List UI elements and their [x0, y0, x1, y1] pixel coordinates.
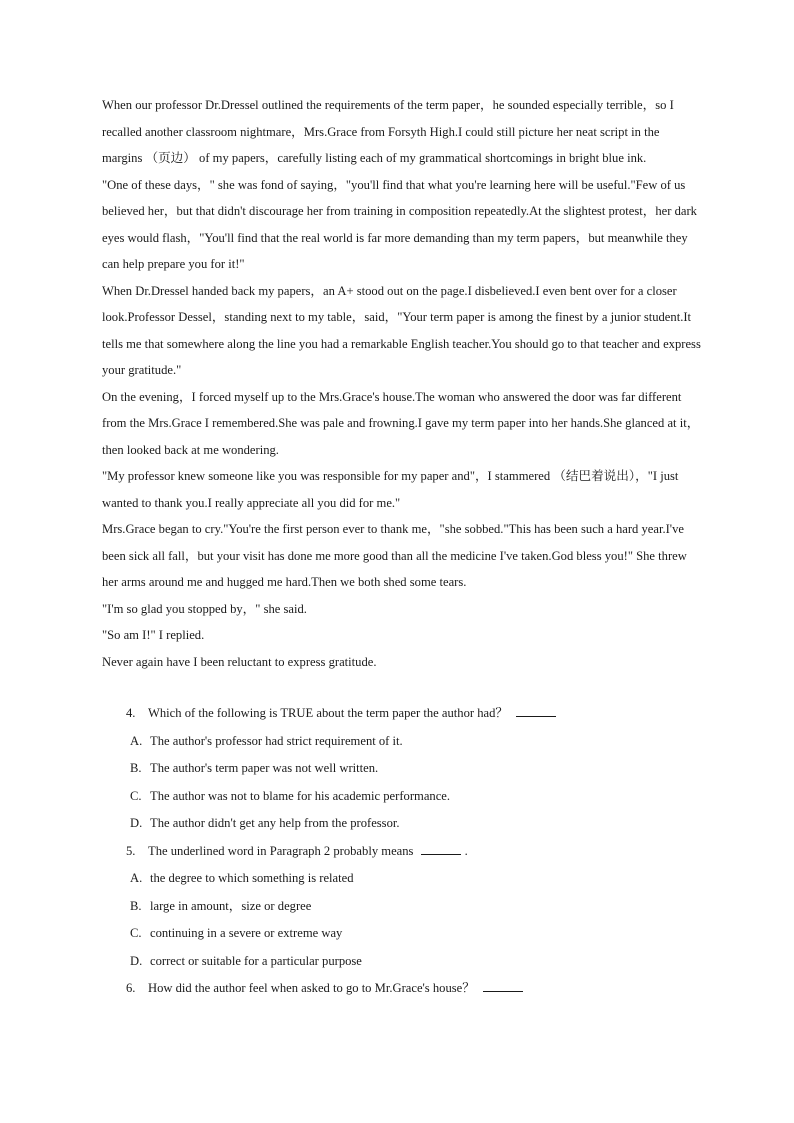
paragraph: "One of these days，" she was fond of saying，"you'll find that what you're learning here will be useful."Few of us believed her，but that didn't discourage her from training in composition repeatedly.At the slightest protest，her dark eyes would flash，"You'll find that the real world is far more demanding than my term papers，but meanwhile they can help prepare you for it!" [102, 177, 697, 271]
option-letter: A. [130, 871, 143, 885]
option-letter: A. [130, 733, 143, 748]
option-a[interactable] [102, 865, 702, 893]
question-list [102, 700, 702, 1003]
question-6 [102, 975, 702, 1003]
option-letter: C. [130, 788, 142, 803]
question-4 [102, 700, 702, 838]
question-tail: . [464, 843, 468, 858]
option-c[interactable] [102, 783, 702, 811]
question-number: 5. [126, 843, 136, 858]
paragraph: "My professor knew someone like you was responsible for my paper and"，I stammered （结巴着说出），"I just wanted to thank you.I really appreciate all you did for me." [102, 469, 679, 510]
answer-blank[interactable] [421, 842, 461, 855]
question-stem [102, 838, 702, 866]
question-stem [102, 975, 702, 1003]
paragraph: When our professor Dr.Dressel outlined the requirements of the term paper，he sounded especially terrible，so I recalled another classroom nightmare，Mrs.Grace from Forsyth High.I could still picture her neat script in the margins （页边） of my papers，carefully listing each of my grammatical shortcomings in bright blue ink. [102, 98, 674, 165]
answer-blank[interactable] [516, 704, 556, 717]
option-letter: D. [130, 816, 143, 830]
option-text: The author was not to blame for his academic performance. [150, 788, 451, 803]
question-stem [102, 700, 702, 728]
question-number: 4. [126, 706, 136, 720]
paragraph: Never again have I been reluctant to express gratitude. [102, 654, 377, 669]
question-number: 6. [126, 981, 136, 995]
option-text: continuing in a severe or extreme way [150, 926, 343, 940]
option-letter: D. [130, 953, 143, 968]
option-d[interactable] [102, 948, 702, 976]
option-text: correct or suitable for a particular purpose [150, 953, 362, 968]
option-c[interactable] [102, 920, 702, 948]
option-letter: B. [130, 761, 142, 775]
paragraph: On the evening，I forced myself up to the Mrs.Grace's house.The woman who answered the door was far different from the Mrs.Grace I remembered.She was pale and frowning.I gave my term paper into her hands.She glanced at it，then looked back at me wondering. [102, 389, 700, 457]
option-b[interactable] [102, 755, 702, 783]
paragraph: When Dr.Dressel handed back my papers，an A+ stood out on the page.I disbelieved.I even bent over for a closer look.Professor Dessel，standing next to my table，said，"Your term paper is among the finest by a junior student.It tells me that somewhere along the line you had a remarkable English teacher.You should go to that teacher and express your gratitude." [102, 283, 701, 377]
question-text: The underlined word in Paragraph 2 probably means [148, 843, 414, 858]
paragraph: "So am I!" I replied. [102, 628, 205, 642]
option-a[interactable] [102, 728, 702, 756]
reading-passage [102, 92, 702, 675]
option-b[interactable] [102, 893, 702, 921]
answer-blank[interactable] [483, 979, 523, 992]
option-text: large in amount，size or degree [150, 898, 312, 913]
option-text: The author's professor had strict requirement of it. [150, 733, 403, 748]
option-letter: B. [130, 898, 142, 913]
question-5 [102, 838, 702, 976]
option-text: the degree to which something is related [150, 871, 354, 885]
option-text: The author didn't get any help from the professor. [150, 816, 400, 830]
option-letter: C. [130, 926, 142, 940]
paragraph: Mrs.Grace began to cry."You're the first person ever to thank me，"she sobbed."This has been such a hard year.I've been sick all fall，but your visit has done me more good than all the medicine I've taken.God bless you!" She threw her arms around me and hugged me hard.Then we both shed some tears. [102, 522, 687, 589]
option-d[interactable] [102, 810, 702, 838]
paragraph: "I'm so glad you stopped by，" she said. [102, 601, 307, 616]
question-text: How did the author feel when asked to go to Mr.Grace's house？ [148, 981, 475, 995]
question-text: Which of the following is TRUE about the term paper the author had？ [148, 706, 508, 720]
option-text: The author's term paper was not well written. [150, 761, 379, 775]
